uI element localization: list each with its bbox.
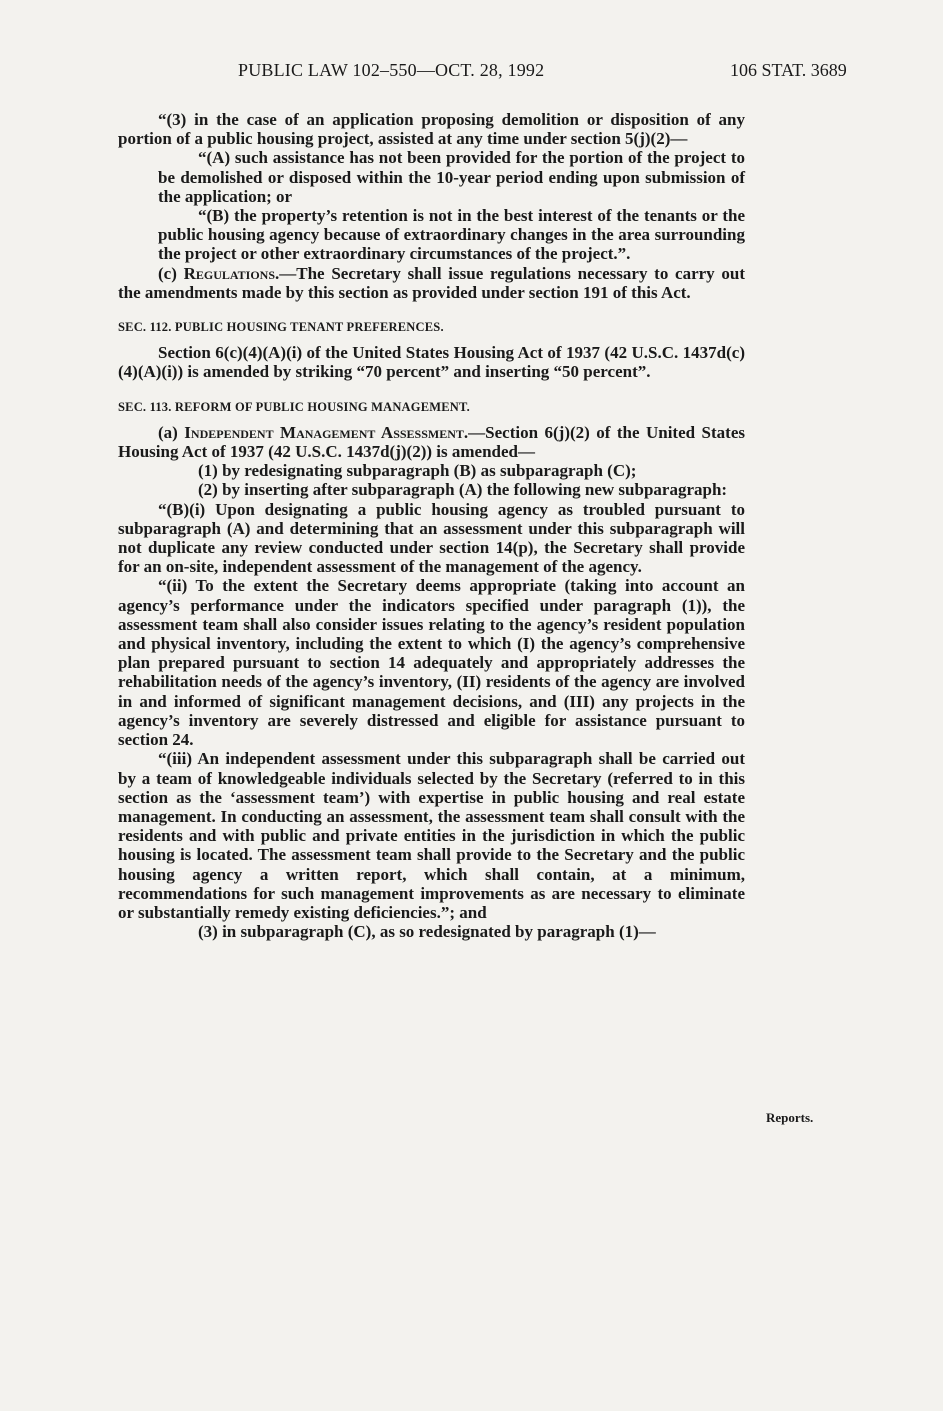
item-1 (118, 461, 745, 480)
subparagraph-block (118, 148, 745, 263)
subparagraph-a: “(A) such assistance has not been provided for the portion of the project to be demolished or disposed within the 10-year period ending upon submission of the application; or (158, 148, 745, 206)
item-1-text: (1) by redesignating subparagraph (B) as subparagraph (C); (198, 461, 637, 481)
item-3-text: (3) in subparagraph (C), as so redesignated by paragraph (1)— (198, 922, 656, 942)
section-113-heading: SEC. 113. REFORM OF PUBLIC HOUSING MANAGEMENT. (118, 399, 470, 414)
item-2 (118, 480, 745, 499)
item-3 (118, 922, 745, 941)
paragraph-3: “(3) in the case of an application proposing demolition or disposition of any portion of a public housing project, assisted at any time under section 5(j)(2)— (118, 110, 745, 149)
margin-note-reports: Reports. (766, 1110, 814, 1125)
subsection-c-caption: Regulations. (183, 263, 280, 283)
subsection-c-label: (c) (158, 263, 184, 283)
subsection-a-text: —Section 6(j)(2) of the United States Housing Act of 1937 (42 U.S.C. 1437d(j)(2)) is amended— (118, 422, 745, 462)
subsection-a-caption: Independent Management Assessment. (184, 422, 469, 442)
section-112-text: Section 6(c)(4)(A)(i) of the United States Housing Act of 1937 (42 U.S.C. 1437d(c)(4)(A)(i)) is amended by striking “70 percent” and inserting “50 percent”. (118, 343, 745, 382)
section-112-heading: SEC. 112. PUBLIC HOUSING TENANT PREFERENCES. (118, 320, 444, 335)
subsection-c (118, 264, 745, 302)
document-body (118, 110, 745, 941)
subsection-a (118, 423, 745, 461)
inserted-iii: “(iii) An independent assessment under this subparagraph shall be carried out by a team of knowledgeable individuals selected by the Secretary (referred to in this section as the ‘assessment team’) with expertise in public housing and real estate management. In conducting an assessment, the assessment team shall consult with the residents and with public and private entities in the jurisdiction in which the public housing is located. The assessment team shall provide to the Secretary and the public housing agency a written report, which shall contain, at a minimum, recommendations for such management improvements as are necessary to eliminate or substantially remedy existing deficiencies.”; and (118, 749, 745, 922)
inserted-ii: “(ii) To the extent the Secretary deems appropriate (taking into account an agency’s performance under the indicators specified under paragraph (1)), the assessment team shall also consider issues relating to the agency’s resident population and physical inventory, including the extent to which (I) the agency’s comprehensive plan prepared pursuant to section 14 adequately and appropriately addresses the rehabilitation needs of the agency’s inventory, (II) residents of the agency are involved in and informed of significant management decisions, and (III) any projects in the agency’s inventory are severely distressed and eligible for assistance pursuant to section 24. (118, 576, 745, 750)
subsection-c-text: —The Secretary shall issue regulations necessary to carry out the amendments made by this section as provided under section 191 of this Act. (118, 263, 746, 302)
subsection-a-label: (a) (158, 422, 185, 442)
inserted-b-i: “(B)(i) Upon designating a public housing agency as troubled pursuant to subparagraph (A) and determining that an assessment under this subparagraph will not duplicate any review conducted under section 14(p), the Secretary shall provide for an on-site, independent assessment of the management of the agency. (118, 499, 745, 577)
item-2-text: (2) by inserting after subparagraph (A) the following new subparagraph: (198, 480, 728, 500)
subparagraph-b: “(B) the property’s retention is not in the best interest of the tenants or the public housing agency because of extraordinary changes in the area surrounding the project or other extraordinary circumstances of the project.”. (158, 206, 745, 264)
header-citation: PUBLIC LAW 102–550—OCT. 28, 1992 (238, 60, 545, 80)
header-stat-page: 106 STAT. 3689 (730, 60, 847, 80)
